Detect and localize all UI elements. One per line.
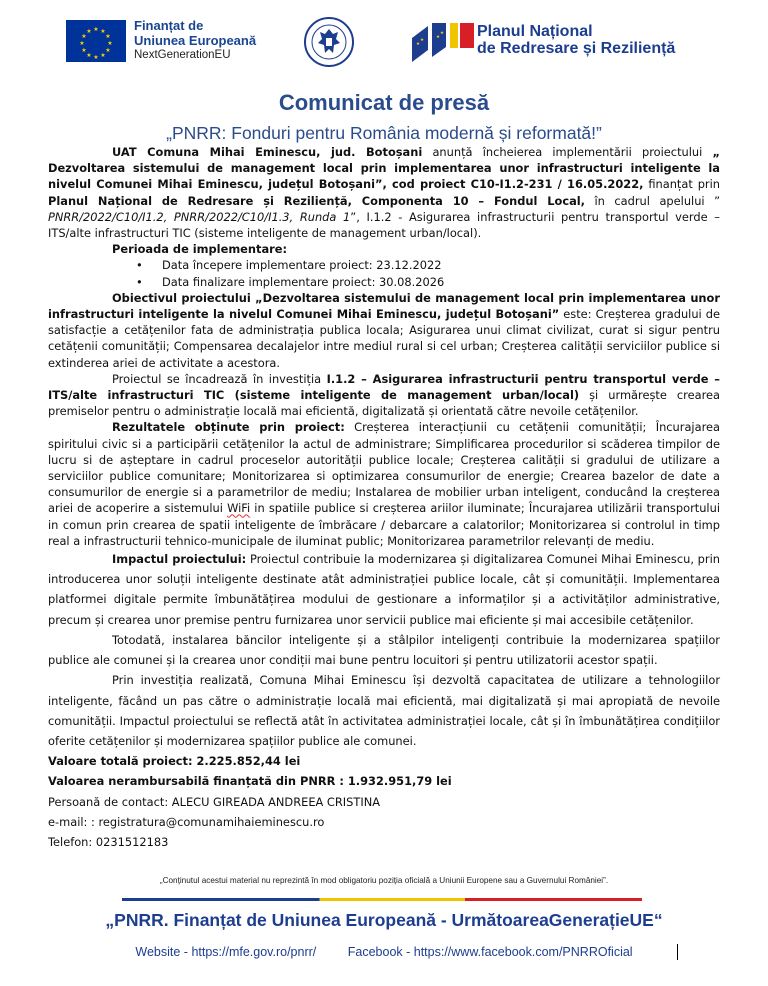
text-cursor (677, 944, 678, 960)
investment-bold: I.1.2 – Asigurarea infrastructurii pentru transportul verde – ITS/alte infrastructuri TIC (sisteme inteligente de management urban/local) (48, 371, 720, 403)
page-title: Comunicat de presă (278, 90, 490, 115)
intro-bold-3: Planul Național de Redresare și Reziliență, Componenta 10 – Fondul Local, (48, 193, 585, 208)
objective-bold: Obiectivul proiectului „Dezvoltarea sistemului de management local prin implementarea unor infrastructuri inteligente la nivelul Comunei Mihai Eminescu, județul Botoșani” (48, 290, 720, 322)
period-heading: Perioada de implementare: (112, 242, 288, 257)
intro-text-3: în cadrul apelului ” (585, 193, 720, 208)
header-logos (0, 16, 768, 78)
impact-paragraph (48, 549, 720, 630)
eu-line-2: Uniunea Europeană (134, 33, 257, 48)
contact-email: e-mail: : registratura@comunamihaieminescu.ro (48, 814, 325, 829)
intro-paragraph (48, 144, 720, 241)
svg-text:★: ★ (86, 52, 92, 60)
svg-text:★: ★ (93, 54, 99, 61)
guvernul-romaniei-seal-icon (303, 16, 355, 68)
intro-text-1: anunță încheierea implementării proiectului (422, 145, 703, 159)
svg-text:★: ★ (100, 27, 106, 35)
project-summary (48, 751, 720, 852)
svg-text:★: ★ (105, 47, 111, 54)
objective-text: este: Creșterea gradului de satisfacție a cetățenilor fata de administrația publica locala; Asigurarea unui climat civilizat, curat si sigur pentru cetățenii comunității; Compensarea decalajelor intre mediul rural si cel urban; Creșterea calității serviciilor publice si extinderea ariei de activitate a acestora. (48, 307, 720, 370)
svg-text:★: ★ (436, 35, 441, 40)
facebook-link[interactable]: Facebook - https://www.facebook.com/PNRROficial (347, 945, 633, 959)
pnrr-line-2: de Redresare și Reziliență (477, 40, 676, 57)
grant-value: Valoarea nerambursabilă finanțată din PNRR : 1.932.951,79 lei (48, 774, 452, 789)
period-end: • Data finalizare implementare proiect: 30.08.2026 (136, 274, 720, 290)
svg-text:★: ★ (107, 40, 113, 47)
intro-bold-2: „ Dezvoltarea sistemului de management local prin implementarea unor infrastructuri inteligente la nivelul Comunei Mihai Eminescu, județul Botoșani”, cod proiect C10-I1.2-231 / 16.05.2022, (48, 145, 720, 192)
contact-phone: Telefon: 0231512183 (48, 834, 169, 849)
results-paragraph (48, 419, 720, 549)
pnrr-label (477, 23, 675, 57)
page-subtitle: „PNRR: Fonduri pentru România modernă și reformată!” (166, 123, 602, 143)
results-text-1: Creșterea interacțiunii cu cetățenii comunității; Încurajarea spiritului civic si a participării cetățenilor la actul de administrare; Simplificarea procedurilor si scăderea timpilor de lucru si de așteptare in cadrul proceselor autorității publice locale; Creșterea calității si gradului de utilizare a serviciilor publice comunitare; Monitorizarea si optimizarea consumurilor de energie; Crearea bazelor de date a consumurilor de energie si a parametrilor de mediu; Instalarea de mobilier urban inteligent, conducând la creșterea ariei de acoperire a sistemului (48, 420, 720, 516)
period-list (48, 257, 720, 289)
objective-paragraph (48, 290, 720, 371)
results-text-2: in spatiile publice si creșterea ariilor iluminate; Încurajarea utilizării transportului in comun prin crearea de spatii inteligente de îmbrăcare / debarcare a calatorilor; Monitorizarea si controlul in timp real a infrastructurii tehnico-municipale de iluminat public; Monitorizarea parametrilor relevanți de mediu. (48, 501, 720, 548)
pnrr-line-1: Planul Național (477, 23, 593, 40)
impact-text: Proiectul contribuie la modernizarea și digitalizarea Comunei Mihai Eminescu, prin introducerea unor soluții inteligente destinate atât administrației publice locale, cât și comunității. Implementarea platformei digitale permite îmbunătățirea modului de gestionare a informaților și a activităților administrative, precum și crearea unor premise pentru furnizarea unor servicii publice mai eficiente și mai accesibile cetățenilor. (48, 552, 720, 627)
svg-text:★: ★ (440, 31, 445, 36)
results-wifi: WiFi (227, 501, 251, 516)
eu-line-1: Finanțat de (134, 18, 204, 33)
svg-text:★: ★ (420, 38, 425, 43)
eu-flag-icon (66, 20, 126, 62)
results-bold: Rezultatele obținute prin proiect: (112, 420, 345, 435)
benches-paragraph: Totodată, instalarea băncilor inteligente și a stâlpilor inteligenți contribuie la modernizarea spațiilor publice ale comunei și la crearea unor condiții mai bune pentru locuitori și pentru utilizatorii acestor spații. (48, 632, 720, 668)
press-release-body (48, 144, 720, 852)
investment-paragraph (48, 371, 720, 420)
eu-disclaimer: „Conținutul acestui material nu reprezintă în mod obligatoriu poziția oficială a Uniunii Europene sau a Guvernului României”. (159, 876, 609, 885)
svg-text:★: ★ (93, 26, 99, 33)
pnrr-logo-icon (412, 20, 474, 66)
contact-person: Persoană de contact: ALECU GIREADA ANDREEA CRISTINA (48, 794, 381, 809)
intro-bold-1: UAT Comuna Mihai Eminescu, jud. Botoșani (112, 145, 423, 159)
intro-text-4: ”, I.1.2 - Asigurarea infrastructurii pentru transportul verde – ITS/alte infrastructuri TIC (sisteme inteligente de management urban/local). (48, 209, 720, 241)
period-start: • Data începere implementare proiect: 23.12.2022 (136, 257, 720, 273)
total-value: Valoare totală proiect: 2.225.852,44 lei (48, 754, 301, 769)
svg-text:★: ★ (105, 32, 111, 40)
svg-text:★: ★ (81, 47, 87, 54)
investment-text-1: Proiectul se încadrează în investiția (112, 371, 327, 386)
svg-text:★: ★ (416, 42, 421, 47)
svg-text:★: ★ (79, 40, 85, 47)
investment-text-2: și urmărește crearea premiselor pentru o administrație locală mai eficientă, digitalizată și orientată către nevoile cetățenilor. (48, 388, 720, 419)
capacity-paragraph: Prin investiția realizată, Comuna Mihai Eminescu își dezvoltă capacitatea de utilizare a tehnologiilor inteligente, făcând un pas către o administrație locală mai eficientă, mai digitalizată și mai apropiată de nevoile comunității. Impactul proiectului se reflectă atât în activitatea administrației locale, cât și în îmbunătățirea condițiilor oferite cetățenilor și modernizarea spațiilor publice ale comunei. (48, 673, 720, 748)
svg-text:★: ★ (86, 27, 92, 35)
eu-funding-label (134, 18, 256, 63)
intro-italic: PNRR/2022/C10/I1.2, PNRR/2022/C10/I1.3, Runda 1 (48, 209, 351, 224)
footer-links (0, 945, 768, 959)
svg-text:★: ★ (81, 32, 87, 40)
impact-bold: Impactul proiectului: (112, 552, 247, 567)
footer-title: „PNRR. Finanțat de Uniunea Europeană - UrmătoareaGenerațieUE“ (105, 910, 663, 930)
intro-text-2: finanțat prin (643, 177, 721, 192)
eu-line-3: NextGenerationEU (134, 49, 231, 61)
tricolor-divider (122, 898, 642, 901)
svg-text:★: ★ (100, 52, 106, 60)
website-link[interactable]: Website - https://mfe.gov.ro/pnrr/ (135, 945, 317, 959)
